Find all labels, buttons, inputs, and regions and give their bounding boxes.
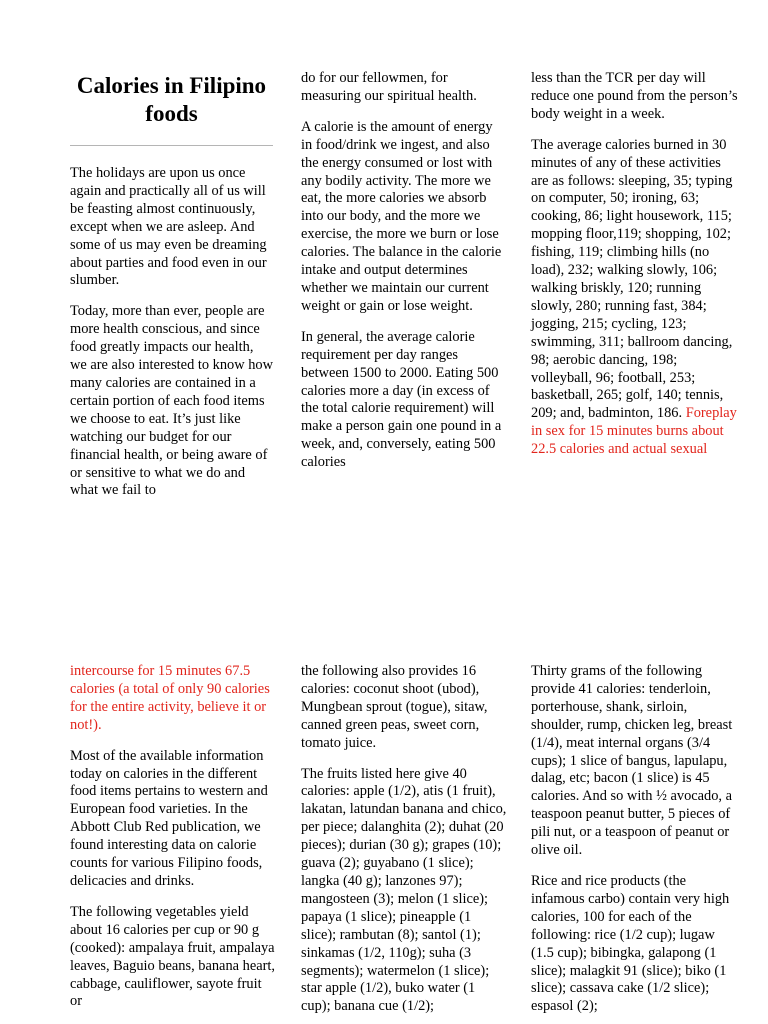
paragraph: The holidays are upon us once again and practically all of us will be feasting almost continuously, except when we are asleep. And some of us may even be dreaming about parties and food even in our slumber. bbox=[70, 165, 267, 289]
top-column-2 bbox=[301, 70, 507, 485]
paragraph: In general, the average calorie requirement per day ranges between 1500 to 2000. Eating 500 calories more a day (in excess of the total calorie requirement) will make a person gain one pound in a week, and, conversely, eating 500 calories bbox=[301, 328, 502, 471]
highlighted-text: Foreplay in sex for 15 minutes burns about 22.5 calories and actual sexual bbox=[531, 405, 737, 458]
title-divider bbox=[70, 145, 273, 146]
paragraph: the following also provides 16 calories: coconut shoot (ubod), Mungbean sprout (togue), sitaw, canned green peas, sweet corn, tomato juice. bbox=[301, 663, 488, 751]
paragraph: Today, more than ever, people are more health conscious, and since food greatly impacts our health, we are also interested to know how many calories are contained in a certain portion of each food items we choose to eat. It’s just like watching our budget for our financial health, or being aware of or sensitive to what we do and what we fail to bbox=[70, 303, 274, 499]
paragraph: Thirty grams of the following provide 41 calories: tenderloin, porterhouse, shank, sirloin, shoulder, rump, chicken leg, breast (1/4), meat internal organs (3/4 cups); 1 slice of bangus, lapulapu, dalag, etc; bacon (1 slice) is 45 calories. And so with ½ avocado, a teaspoon peanut butter, 5 pieces of pili nut, or a teaspoon of peanut or olive oil. bbox=[531, 663, 733, 859]
paragraph: do for our fellowmen, for measuring our spiritual health. bbox=[301, 70, 477, 104]
paragraph: less than the TCR per day will reduce one pound from the person’s body weight in a week. bbox=[531, 70, 738, 122]
paragraph: The following vegetables yield about 16 calories per cup or 90 g (cooked): ampalaya fruit, ampalaya leaves, Baguio beans, banana heart, cabbage, cauliflower, sayote fruit or bbox=[70, 903, 275, 1010]
paragraph: A calorie is the amount of energy in food/drink we ingest, and also the energy consumed or lost with any bodily activity. The more we eat, the more calories we absorb into our body, and the more we exercise, the more we burn or lose calories. The balance in the calorie intake and output determines whether we maintain our current weight or gain or lose weight. bbox=[301, 118, 502, 314]
paragraph: Most of the available information today on calories in the different food items pertains to western and European food varieties. In the Abbott Club Red publication, we found interesting data on calorie counts for various Filipino foods, delicacies and drinks. bbox=[70, 747, 268, 889]
article-title: Calories in Filipino foods bbox=[76, 73, 267, 126]
top-column-3 bbox=[531, 70, 739, 472]
bottom-column-2 bbox=[301, 663, 507, 1024]
bottom-column-3 bbox=[531, 663, 739, 1024]
highlighted-paragraph: intercourse for 15 minutes 67.5 calories (a total of only 90 calories for the entire activity, believe it or not!). bbox=[70, 663, 270, 733]
bottom-column-1 bbox=[70, 663, 275, 1024]
paragraph: Rice and rice products (the infamous carbo) contain very high calories, 100 for each of the following: rice (1/2 cup); lugaw (1.5 cup); bibingka, galapong (1 slice); malagkit 91 (slice); biko (1 slice); cassava cake (1/2 slice); espasol (2); bbox=[531, 872, 730, 1015]
paragraph: The fruits listed here give 40 calories: apple (1/2), atis (1 fruit), lakatan, latundan banana and chico, per piece; dalanghita (2); duhat (20 pieces); durian (30 g); grapes (10); guava (2); guyabano (1 slice); langka (40 g); lanzones 97); mangosteen (3); melon (1 slice); papaya (1 slice); pineapple (1 slice); rambutan (8); santol (1); sinkamas (1/2, 110g); suha (3 segments); watermelon (1 slice); star apple (1/2), buko water (1 cup); banana cue (1/2); bbox=[301, 765, 507, 1015]
paragraph-text: The average calories burned in 30 minutes of any of these activities are as follows: sleeping, 35; typing on computer, 50; ironing, 63; cooking, 86; light housework, 115; mopping floor,119; shopping, 102; fishing, 119; climbing hills (no load), 232; walking slowly, 106; walking briskly, 120; running slowly, 280; running fast, 384; jogging, 215; cycling, 123; swimming, 311; ballroom dancing, 98; aerobic dancing, 198; volleyball, 96; football, 253; basketball, 265; golf, 140; tennis, 209; and, badminton, 186. bbox=[531, 136, 733, 422]
paragraph bbox=[531, 137, 739, 459]
top-column-1 bbox=[70, 70, 273, 513]
